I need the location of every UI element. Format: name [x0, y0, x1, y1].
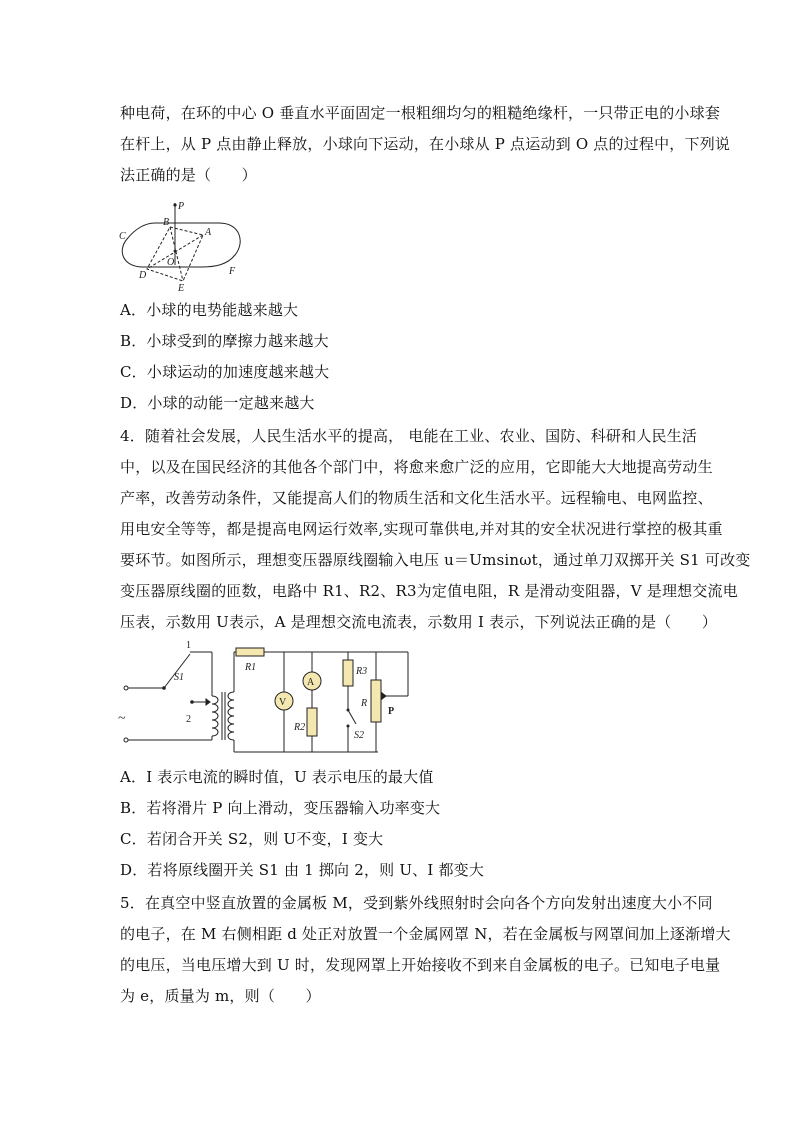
label-s2: S2 — [354, 730, 364, 741]
q5-stem-line-4: 为 e，质量为 m，则（ ） — [120, 987, 321, 1005]
label-r2: R2 — [294, 722, 306, 733]
label-r1: R1 — [245, 662, 257, 673]
label-c: C — [119, 231, 126, 242]
q3-option-a: A．小球的电势能越来越大 — [120, 301, 299, 319]
q5-stem-line-3: 的电压，当电压增大到 U 时，发现网罩上开始接收不到来自金属板的电子。已知电子电量 — [120, 956, 721, 974]
label-s1: S1 — [174, 672, 184, 683]
q4-stem-line-5: 要环节。如图所示，理想变压器原线圈输入电压 u＝Umsinωt，通过单刀双掷开关 S1 可改变 — [120, 551, 751, 569]
label-o: O — [167, 257, 175, 268]
label-d: D — [139, 270, 147, 281]
label-r: R — [361, 698, 368, 709]
q5-stem-line-1: 5．在真空中竖直放置的金属板 M，受到紫外线照射时会向各个方向发射出速度大小不同 — [120, 894, 713, 912]
q3-option-d: D．小球的动能一定越来越大 — [120, 394, 315, 412]
q3-stem-line-3: 法正确的是（ ） — [120, 166, 257, 184]
label-r3: R3 — [356, 666, 368, 677]
q4-stem-line-3: 产率，改善劳动条件，又能提高人们的物质生活和文化生活水平。远程输电、电网监控、 — [120, 489, 713, 507]
label-p: P — [178, 201, 185, 212]
label-ac-source: ~ — [118, 711, 126, 726]
transformer-circuit-figure — [118, 640, 418, 760]
q4-option-d: D．若将原线圈开关 S1 由 1 掷向 2，则 U、I 都变大 — [120, 861, 485, 879]
q4-stem-line-4: 用电安全等等，都是提高电网运行效率,实现可靠供电,并对其的安全状况进行掌控的极其重 — [120, 520, 723, 538]
label-f: F — [229, 266, 236, 277]
q5-stem-line-2: 的电子，在 M 右侧相距 d 处正对放置一个金属网罩 N，若在金属板与网罩间加上逐渐增大 — [120, 925, 731, 943]
label-a: A — [205, 227, 212, 238]
q4-stem-line-2: 中，以及在国民经济的其他各个部门中，将愈来愈广泛的应用，它即能大大地提高劳动生 — [120, 458, 713, 476]
q4-stem-line-7: 压表，示数用 U表示，A 是理想交流电流表，示数用 I 表示，下列说法正确的是（ ） — [120, 613, 718, 631]
q4-stem-line-1: 4．随着社会发展，人民生活水平的提高， 电能在工业、农业、国防、科研和人民生活 — [120, 427, 698, 445]
ring-rod-figure — [115, 195, 250, 295]
q3-stem-line-2: 在杆上，从 P 点由静止释放，小球向下运动，在小球从 P 点运动到 O 点的过程中，下列说 — [120, 135, 731, 153]
q3-option-c: C．小球运动的加速度越来越大 — [120, 363, 330, 381]
q3-stem-line-1: 种电荷，在环的中心 O 垂直水平面固定一根粗细均匀的粗糙绝缘杆，一只带正电的小球套 — [120, 104, 721, 122]
q4-option-c: C．若闭合开关 S2，则 U不变，I 变大 — [120, 830, 384, 848]
label-b: B — [163, 217, 170, 228]
q3-option-b: B．小球受到的摩擦力越来越大 — [120, 332, 329, 350]
label-voltmeter: V — [279, 697, 287, 708]
q4-option-a: A．I 表示电流的瞬时值，U 表示电压的最大值 — [120, 768, 434, 786]
label-throw-1: 1 — [186, 640, 191, 651]
label-slider-p: P — [388, 706, 395, 717]
label-throw-2: 2 — [186, 714, 191, 725]
label-ammeter: A — [307, 677, 315, 688]
q4-stem-line-6: 变压器原线圈的匝数，电路中 R1、R2、R3为定值电阻，R 是滑动变阻器，V 是理想交流电 — [120, 582, 738, 600]
label-e: E — [178, 283, 185, 294]
q4-option-b: B．若将滑片 P 向上滑动，变压器输入功率变大 — [120, 799, 441, 817]
